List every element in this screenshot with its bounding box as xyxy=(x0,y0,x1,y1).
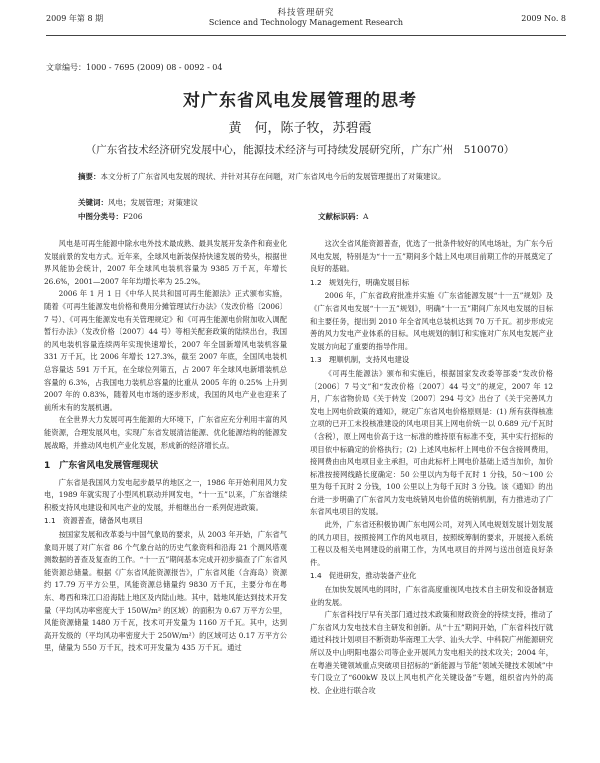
issue-label-right: 2009 No. 8 xyxy=(521,14,566,23)
authors: 黄 何，陈子牧，苏碧霞 xyxy=(228,121,372,136)
paragraph: 在全世界大力发展可再生能源的大环境下，广东省应充分利用丰富的风能资源，合理发展风电，实现广东省发展清洁能源、优化能源结构的能源发展战略，并推动风电机产业化发展，形成新的经济增长点。 xyxy=(44,415,287,450)
clc-number: 中图分类号：F206 xyxy=(78,212,143,221)
paragraph: 广东省科技厅早有关部门通过技术政策和财政资金的持续支持，推动了广东省风力发电技术自主研发和创新。从“十五”期间开始，广东省科技厅就通过科技计划项目不断资助华南理工大学、汕头大学、中科院广州能源研究所以及中山明阳电器公司等企业开展风力发电相关的技术攻关；2004 年，在粤港关键领域重点突破项目招标的“新能源与节能”领域关键技术领域”中专门设立了“600kW 及以上风电机产化关键设备”专题，组织省内外的高校、企业进行联合攻 xyxy=(310,610,553,695)
paragraph: 《可再生能源法》颁布和实施后，根据国家发改委等部委“发改价格〔2006〕7 号文”和“发改价格〔2007〕44 号文”的规定，2007 年 12 月，广东省物价局《关于转发〔2007〕294 号文》出台了《关于完善风力发电上网电价政策的通知》，规定广东省风电价格原则是：(1) 所有获得核准立项的已开工未投核准建设的风电项目其上网电价统一以 0.689 元/千瓦时（含税），原上网电价高于这一标准的维持原有标准不变，其中实行招标的项目依中标确定的价格执行；(2) 上述风电标杆上网电价不包含接网费用，接网费由由风电项目业主承担，可由此标杆上网电价基础上适当加价，加价标准按接网线路长度确定：50 公里以内为每千瓦时 1 分钱，50～100 公里为每千瓦时 2 分钱，100 公里以上为每千瓦时 3 分钱。该《通知》的出台进一步明确了广东省风力发电统销风电价值的统销机制，有力推进动了广东省风电项目的发展。 xyxy=(310,368,553,517)
keywords-text: 风电；发展管理；对策建议 xyxy=(108,198,198,207)
left-column xyxy=(44,238,287,758)
abstract-label: 摘要： xyxy=(78,172,101,181)
paragraph: 在加快发展风电的同时，广东省高度重视风电技术自主研发和设备制造业的发展。 xyxy=(310,585,553,607)
right-column xyxy=(310,238,553,758)
keywords-label: 关键词： xyxy=(78,198,108,207)
paragraph: 风电是可再生能源中除水电外技术最成熟、最具发展开发条件和商业化发展前景的发电方式。近年来，全球风电新装保持快速发展的势头，根据世界风能协会统计，2007 年全球风电装机容量为 9385 万千瓦，年增长 26.6%，2001—2007 年年均增长率为 25.2%。 xyxy=(44,239,287,286)
paragraph: 2006 年，广东省政府批准并实施《广东省能源发展“十一五”规划》及《广东省风电发展“十一五”规划》，明确“十一五”期间广东风电发展的目标和主要任务，提出到 2010 年全省风电总装机达到 70 万千瓦。初步形成完善的风力发电产业体系的目标。风电规划的制订和实施对广东风电发展产业发展方向起了重要的指导作用。 xyxy=(310,291,553,351)
abstract xyxy=(78,171,538,183)
paper-title: 对广东省风电发展管理的思考 xyxy=(183,91,417,111)
running-header xyxy=(46,8,566,36)
subsection-heading: 1.2 规划先行，明确发展目标 xyxy=(310,277,410,287)
journal-name-en: Science and Technology Management Research xyxy=(208,18,404,27)
paragraph: 广东省是我国风力发电起步最早的地区之一，1986 年开始利用风力发电，1989 年就实现了小型风机联动并网发电，“十一五”以来，广东省继续积极支持风电建设和风电产业的发展，并相继出台一系列促进政策。 xyxy=(44,477,287,512)
article-number: 文章编号：1000 - 7695 (2009) 08 - 0092 - 04 xyxy=(46,63,223,72)
paragraph: 2006 年 1 月 1 日《中华人民共和国可再生能源法》正式颁布实施，随着《可再生能源发电价格和费用分摊管理试行办法》（发改价格〔2006〕7 号）、《可再生能源发电有关管理规定》和《可再生能源电价附加收入调配暂行办法》（发改价格〔2007〕44 号）等相关配套政策的陆续出台，我国的风电装机容量连续两年实现快速增长，2007 年全国新增风电装机容量 331 万千瓦，比 2006 年增长 127.3%，截至 2007 年底，全国风电装机总容量达 591 万千瓦，在全球位列第五，占 2007 年全球风电新增装机总容量的 6.3%，占我国电力装机总容量的比重从 2005 年的 0.25% 上升到 2007 年的 0.83%，随着风电市场的逐步形成，我国的风电产业也迎来了前所未有的发展机遇。 xyxy=(44,289,287,412)
affiliation: （广东省技术经济研究发展中心，能源技术经济与可持续发展研究所，广东广州 510070） xyxy=(85,144,515,156)
journal-name xyxy=(46,8,566,28)
keywords xyxy=(78,197,538,209)
classification-row xyxy=(78,211,538,222)
subsection-heading: 1.3 理顺机制，支持风电建设 xyxy=(310,355,410,365)
issue-label-left: 2009 年第 8 期 xyxy=(46,14,104,23)
journal-name-cn: 科技管理研究 xyxy=(277,8,335,18)
abstract-text: 本文分析了广东省风电发展的现状、并针对其存在问题，对广东省风电今后的发展管理提出了对策建议。 xyxy=(100,172,446,181)
subsection-heading: 1.1 资源普查，储备风电项目 xyxy=(44,516,144,526)
section-heading: 1 广东省风电发展管理现状 xyxy=(44,461,159,472)
paragraph: 按国家发展和改革委与中国气象局的要求，从 2003 年开始，广东省气象局开展了对广东省 86 个气象台站的历史气象资料和沿海 21 个测风塔观测数据的普查及复查的工作。“十一五”期间基本完成开初步搞查了广东省风能资源总储量。根据《广东省风能资源报告》，广东省风能（含海岛）资源约 17.79 万平方公里，风能资源总储量约 9830 万千瓦，主要分布在粤东、粤西和珠江口沿海陆上地区及内陆山地。其中，陆地风能达到技术开发量（平均风功率密度大于 150W/m² 的区域）的面积为 0.67 万平方公里，风能资源储量 1480 万千瓦，技术可开发量为 1160 万千瓦。其中，达到高开发级的（平均风功率密度大于 250W/m²）的区域可达 0.17 万平方公里，储量为 550 万千瓦，技术可开发量为 435 万千瓦。通过 xyxy=(44,530,287,653)
subsection-heading: 1.4 促进研发，推动装备产业化 xyxy=(310,571,417,581)
document-code: 文献标识码：A xyxy=(318,212,369,221)
paragraph: 此外，广东省还积极协调广东电网公司，对列入风电规划发展计划发展的风力项目，按照接网工作的风电项目，按照统筹制的要求，开展接入系统工程以及相关电网建设的前期工作，为风电项目的并网与送出创造良好条件。 xyxy=(310,520,553,567)
paragraph: 这次全省风能资源普查，优选了一批条件较好的风电场址，为广东今后风电发展，特别是为“十一五”期间多个陆上风电项目前期工作的开展奠定了良好的基础。 xyxy=(310,239,553,274)
header-rule xyxy=(46,35,566,36)
